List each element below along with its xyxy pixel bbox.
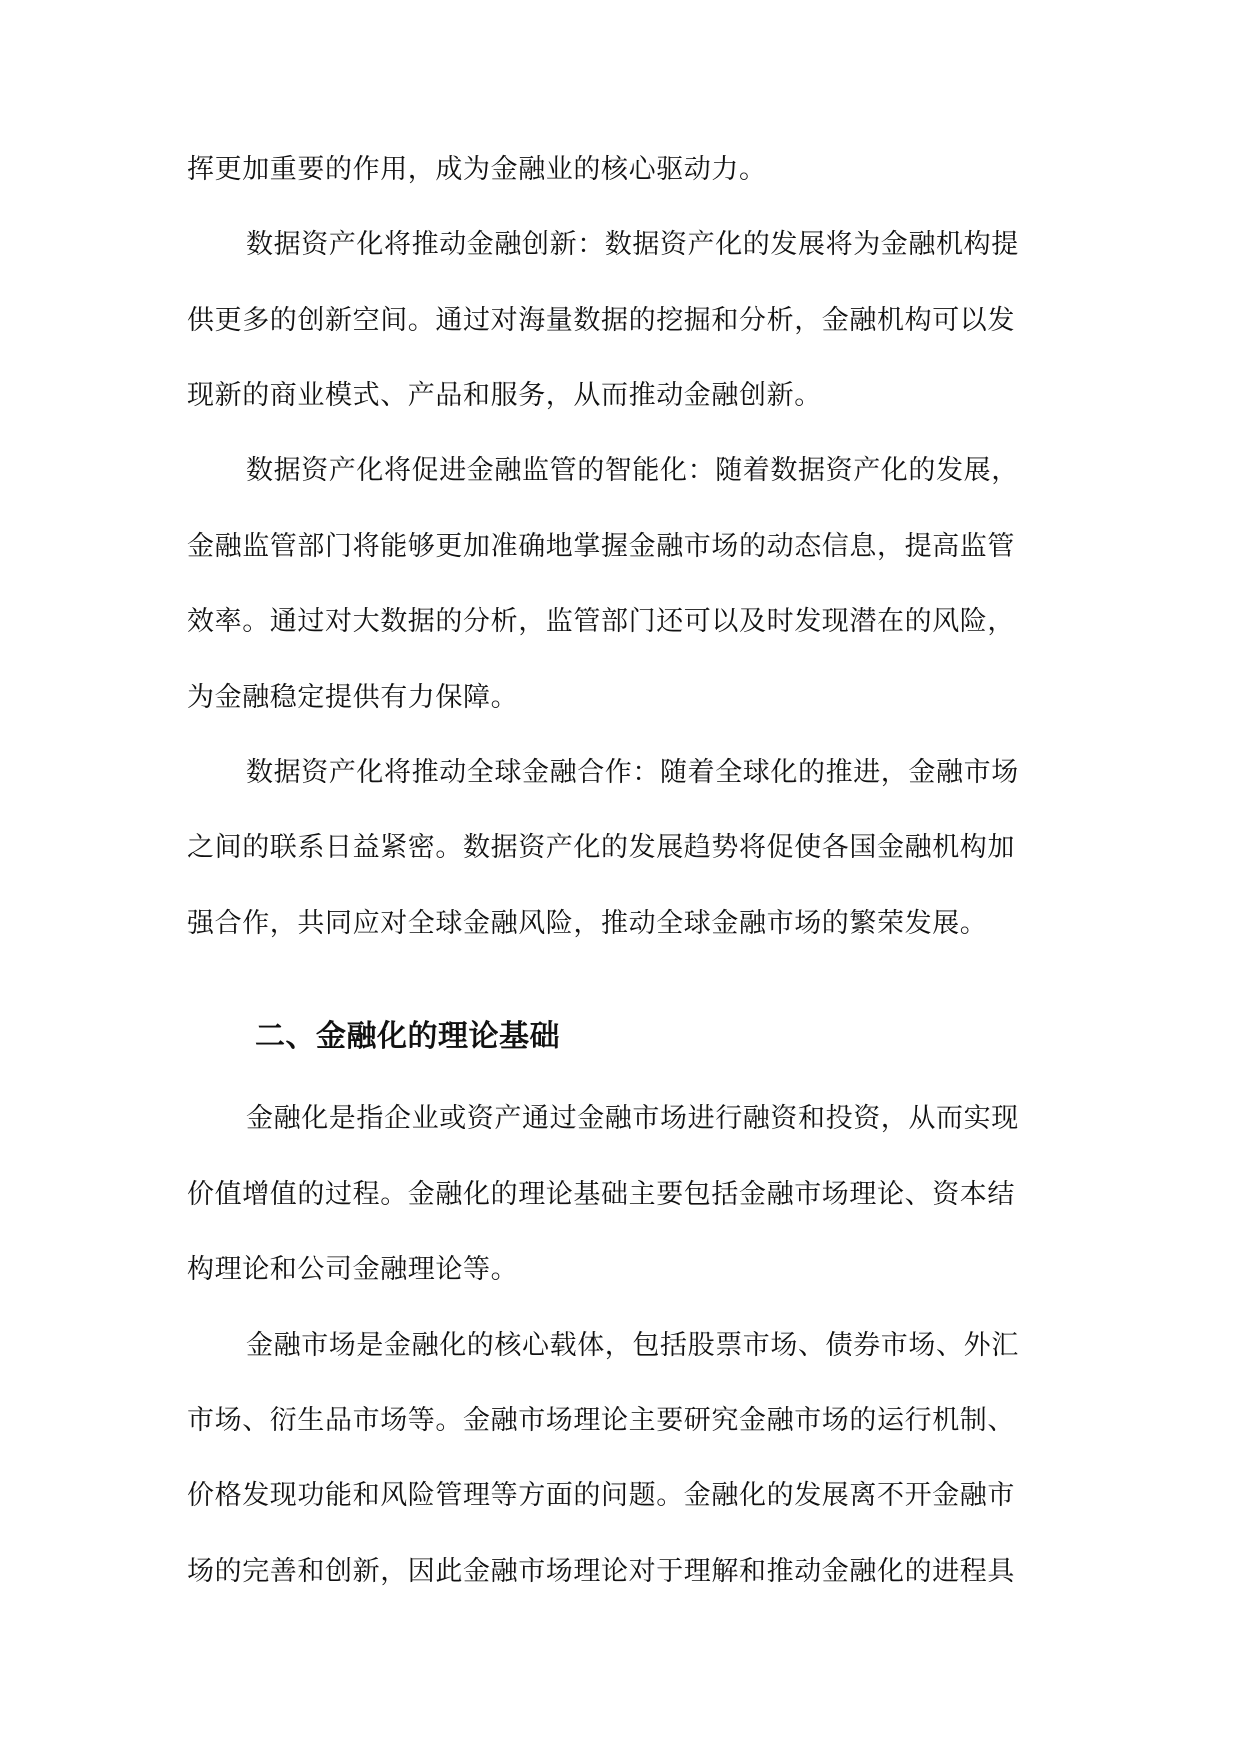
paragraph-line: 数据资产化将推动全球金融合作：随着全球化的推进，金融市场 [246, 757, 1019, 788]
paragraph-line: 现新的商业模式、产品和服务，从而推动金融创新。 [187, 380, 822, 411]
section-heading: 二、金融化的理论基础 [255, 1019, 560, 1054]
paragraph-line: 金融监管部门将能够更加准确地掌握金融市场的动态信息，提高监管 [187, 531, 1015, 562]
paragraph-line: 数据资产化将推动金融创新：数据资产化的发展将为金融机构提 [246, 229, 1019, 260]
paragraph-line: 价格发现功能和风险管理等方面的问题。金融化的发展离不开金融市 [187, 1480, 1015, 1511]
paragraph-line: 金融化是指企业或资产通过金融市场进行融资和投资，从而实现 [246, 1103, 1019, 1134]
paragraph-line: 价值增值的过程。金融化的理论基础主要包括金融市场理论、资本结 [187, 1179, 1015, 1210]
paragraph-line: 效率。通过对大数据的分析，监管部门还可以及时发现潜在的风险， [187, 606, 1015, 637]
paragraph-line: 构理论和公司金融理论等。 [187, 1254, 519, 1285]
paragraph-line: 数据资产化将促进金融监管的智能化：随着数据资产化的发展， [246, 455, 1019, 486]
paragraph-line: 市场、衍生品市场等。金融市场理论主要研究金融市场的运行机制、 [187, 1405, 1015, 1436]
paragraph-line: 场的完善和创新，因此金融市场理论对于理解和推动金融化的进程具 [187, 1556, 1015, 1587]
paragraph-line: 强合作，共同应对全球金融风险，推动全球金融市场的繁荣发展。 [187, 908, 988, 939]
paragraph-line: 之间的联系日益紧密。数据资产化的发展趋势将促使各国金融机构加 [187, 832, 1015, 863]
paragraph-line: 供更多的创新空间。通过对海量数据的挖掘和分析，金融机构可以发 [187, 305, 1015, 336]
paragraph-line: 金融市场是金融化的核心载体，包括股票市场、债券市场、外汇 [246, 1330, 1019, 1361]
paragraph-line: 挥更加重要的作用，成为金融业的核心驱动力。 [187, 154, 767, 185]
paragraph-line: 为金融稳定提供有力保障。 [187, 682, 519, 713]
